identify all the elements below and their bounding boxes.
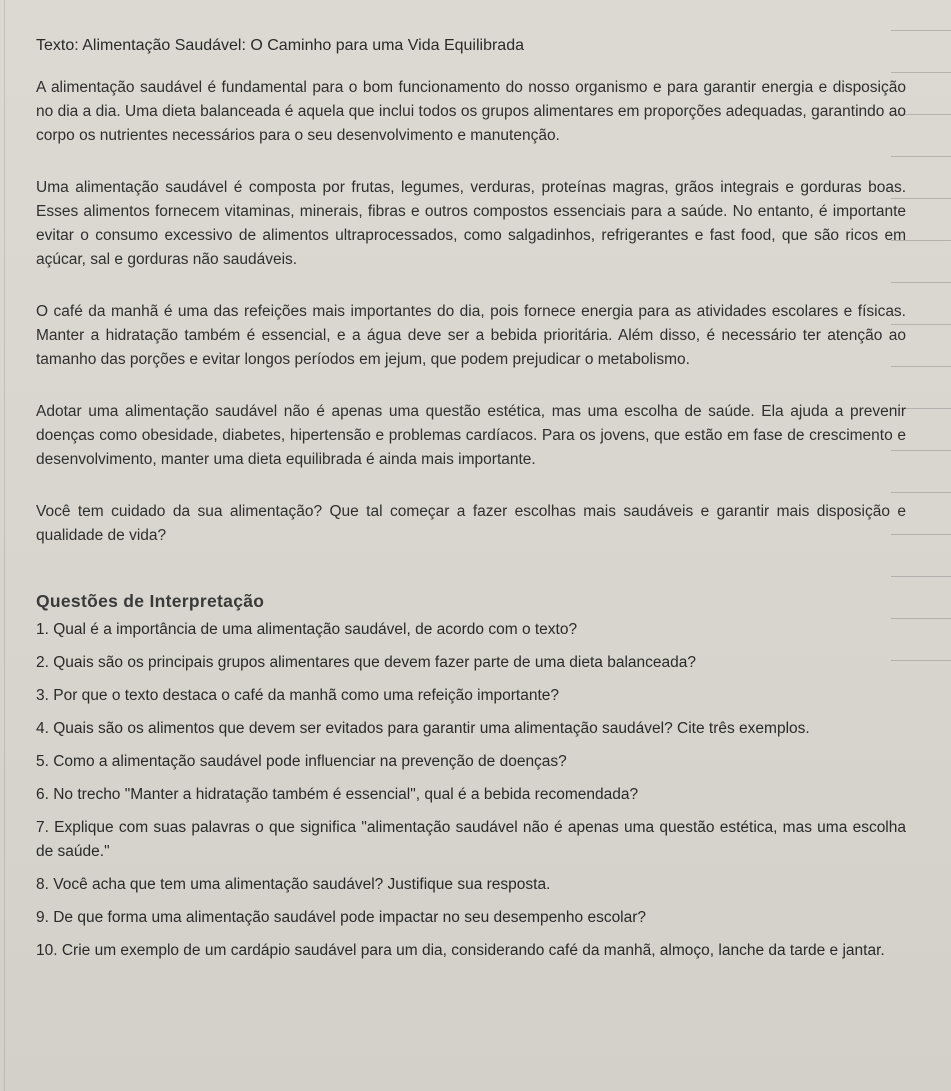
- question-10: 10. Crie um exemplo de um cardápio saudável para um dia, considerando café da manhã, almoço, lanche da tarde e jantar.: [36, 942, 885, 959]
- paragraph-3: O café da manhã é uma das refeições mais importantes do dia, pois fornece energia para as atividades escolares e físicas. Manter a hidratação também é essencial, e a água deve ser a bebida prioritária. Além disso, é necessário ter atenção ao tamanho das porções e evitar longos períodos em jejum, que podem prejudicar o metabolismo.: [36, 303, 906, 368]
- question-6: 6. No trecho "Manter a hidratação também é essencial", qual é a bebida recomendada?: [36, 786, 639, 803]
- question-5: 5. Como a alimentação saudável pode influenciar na prevenção de doenças?: [36, 753, 567, 770]
- questions-heading: Questões de Interpretação: [36, 591, 265, 611]
- paragraph-4: Adotar uma alimentação saudável não é apenas uma questão estética, mas uma escolha de saúde. Ela ajuda a prevenir doenças como obesidade, diabetes, hipertensão e problemas cardíacos. Para os jovens, que estão em fase de crescimento e desenvolvimento, manter uma dieta equilibrada é ainda mais importante.: [36, 403, 906, 468]
- margin-line: [4, 0, 5, 1091]
- question-7: 7. Explique com suas palavras o que significa "alimentação saudável não é apenas uma questão estética, mas uma escolha de saúde.": [36, 819, 906, 860]
- question-1: 1. Qual é a importância de uma alimentação saudável, de acordo com o texto?: [36, 621, 578, 638]
- question-9: 9. De que forma uma alimentação saudável pode impactar no seu desempenho escolar?: [36, 909, 647, 926]
- ruled-line: [891, 30, 951, 31]
- document-title: Texto: Alimentação Saudável: O Caminho para uma Vida Equilibrada: [36, 37, 524, 54]
- question-2: 2. Quais são os principais grupos alimentares que devem fazer parte de uma dieta balanceada?: [36, 654, 697, 671]
- paragraph-5: Você tem cuidado da sua alimentação? Que tal começar a fazer escolhas mais saudáveis e garantir mais disposição e qualidade de vida?: [36, 503, 906, 544]
- document-body: [36, 34, 906, 972]
- question-4: 4. Quais são os alimentos que devem ser evitados para garantir uma alimentação saudável? Cite três exemplos.: [36, 720, 810, 737]
- paragraph-1: A alimentação saudável é fundamental para o bom funcionamento do nosso organismo e para garantir energia e disposição no dia a dia. Uma dieta balanceada é aquela que inclui todos os grupos alimentares em proporções adequadas, garantindo ao corpo os nutrientes necessários para o seu desenvolvimento e manutenção.: [36, 79, 906, 144]
- question-8: 8. Você acha que tem uma alimentação saudável? Justifique sua resposta.: [36, 876, 551, 893]
- paragraph-2: Uma alimentação saudável é composta por frutas, legumes, verduras, proteínas magras, grãos integrais e gorduras boas. Esses alimentos fornecem vitaminas, minerais, fibras e outros compostos essenciais para a saúde. No entanto, é importante evitar o consumo excessivo de alimentos ultraprocessados, como salgadinhos, refrigerantes e fast food, que são ricos em açúcar, sal e gorduras não saudáveis.: [36, 179, 906, 268]
- question-3: 3. Por que o texto destaca o café da manhã como uma refeição importante?: [36, 687, 560, 704]
